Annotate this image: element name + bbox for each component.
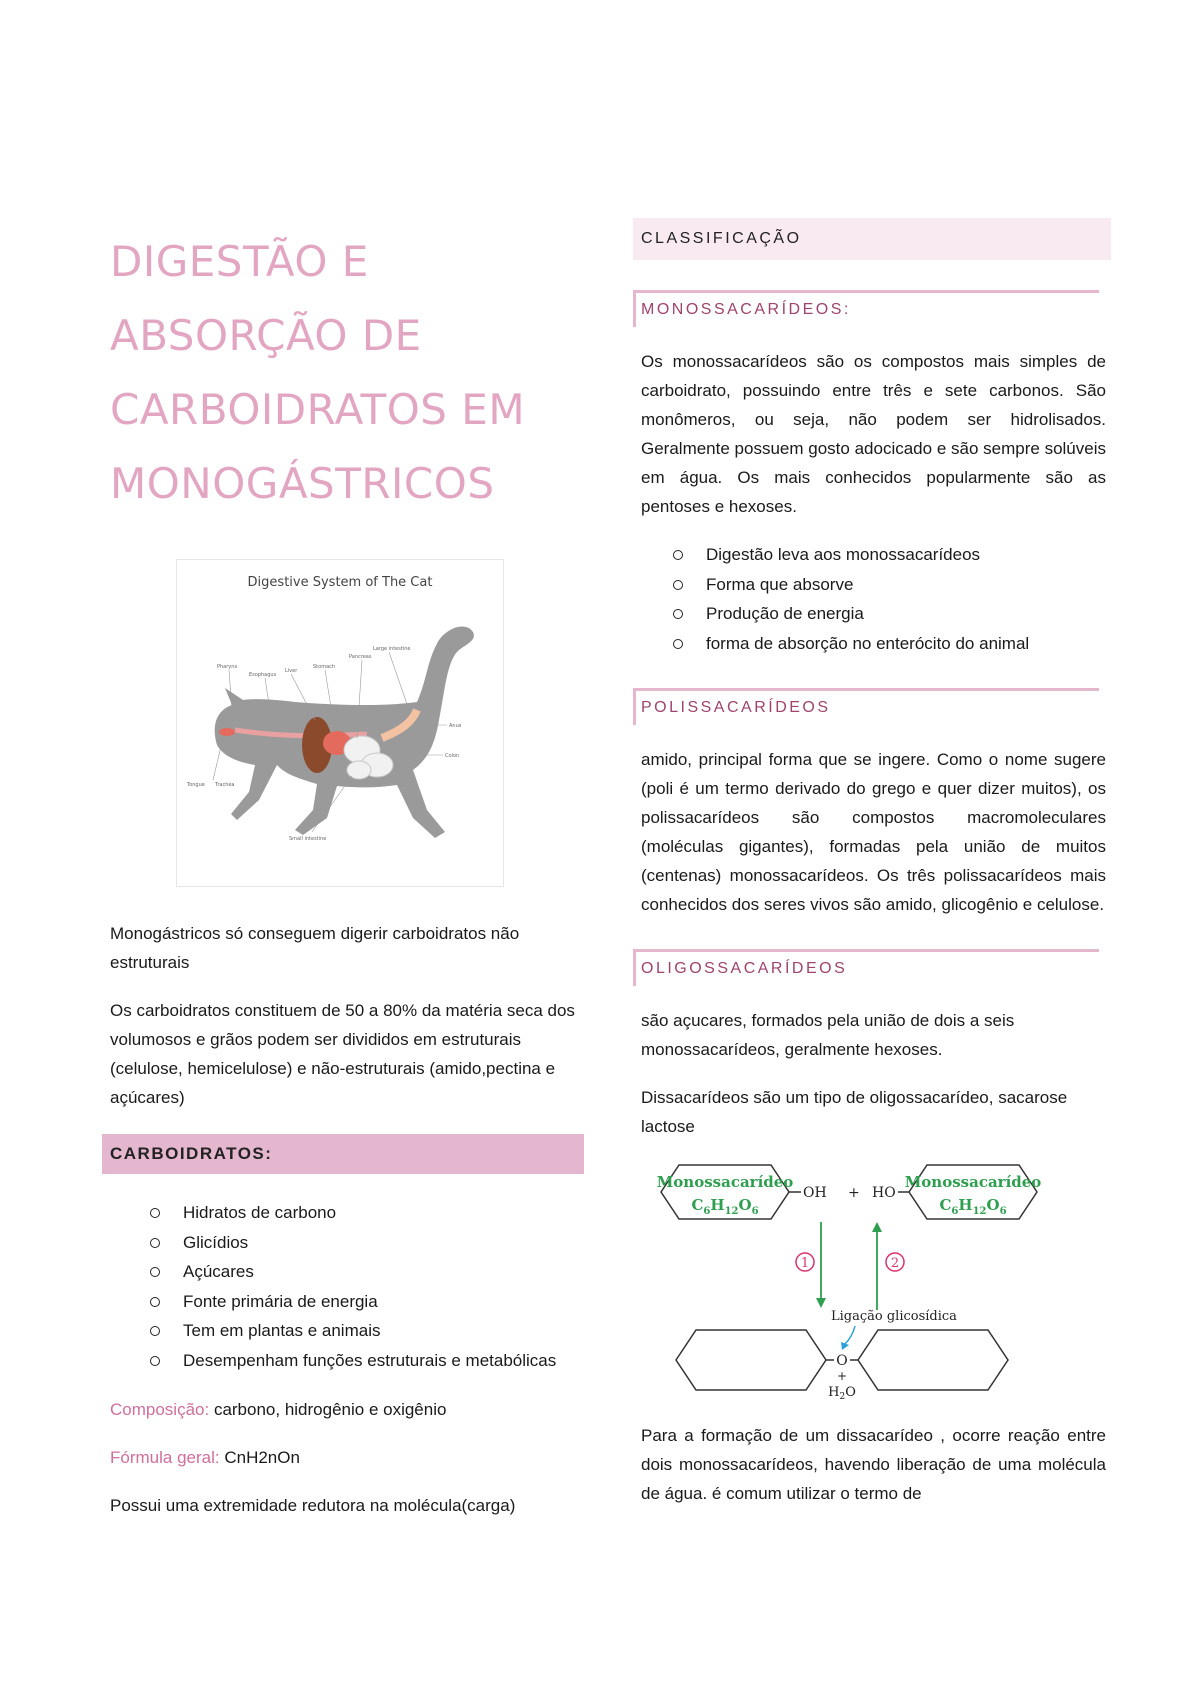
plus-sign-water: + [836, 1369, 848, 1383]
paragraph: Os carboidratos constituem de 50 a 80% da matéria seca dos volumosos e grãos podem ser divididos em estruturais (celulose, hemicelulose) e não-estruturais (amido,pectina e açúcares) [110, 1001, 575, 1107]
composicao-label: Composição: [110, 1400, 210, 1419]
paragraph: Possui uma extremidade redutora na molécula(carga) [110, 1496, 516, 1515]
list-item: Desempenham funções estruturais e metabólicas [150, 1346, 580, 1376]
paragraph: são açucares, formados pela união de dois a seis monossacarídeos, geralmente hexoses. [641, 1011, 1015, 1059]
carboidratos-list [110, 1198, 580, 1375]
paragraph: Monogástricos só conseguem digerir carboidratos não estruturais [110, 924, 520, 972]
list-item: Tem em plantas e animais [150, 1316, 580, 1346]
title-line: MONOGÁSTRICOS [110, 459, 495, 508]
list-item: Glicídios [150, 1228, 580, 1258]
document-title [110, 225, 580, 521]
section-heading-carboidratos: CARBOIDRATOS: [102, 1134, 584, 1174]
arrow-down-icon [816, 1298, 826, 1308]
list-item: forma de absorção no enterócito do animal [673, 629, 1106, 659]
composicao-line [110, 1395, 580, 1424]
monosaccharide-label-left: Monossacarídeo [656, 1173, 794, 1191]
left-column [110, 225, 580, 1539]
glycosidic-bond-diagram [641, 1160, 1106, 1405]
water-molecule: $H_2O$ [828, 1385, 856, 1400]
monosaccharide-label-right: Monossacarídeo [904, 1173, 1042, 1191]
glycosidic-bond-label: Ligação glicosídica [831, 1309, 957, 1324]
figure-label: Colon [445, 753, 460, 759]
monosaccharide-formula-right: $C_6H_{12}O_6$ [939, 1196, 1007, 1217]
title-line: CARBOIDRATOS EM [110, 385, 526, 434]
figure-label: Liver [285, 668, 298, 674]
figure-label: Stomach [313, 664, 336, 670]
step-number-1: 1 [800, 1256, 810, 1271]
subheading-oligossacarideos: OLIGOSSACARÍDEOS [633, 949, 1099, 986]
figure-label: Pancreas [349, 654, 372, 660]
section-heading-classificacao: CLASSIFICAÇÃO [633, 218, 1111, 260]
subheading-polissacarideos: POLISSACARÍDEOS [633, 688, 1099, 725]
disaccharide-hexagon-right [858, 1330, 1008, 1390]
paragraph: amido, principal forma que se ingere. Como o nome sugere (poli é um termo derivado do grego e quer dizer muitos), os polissacarídeos são compostos macromoleculares (moléculas gigantes), formadas pela união de muitos (centenas) monossacarídeos. Os três polissacarídeos mais conhecidos dos seres vivos são amido, glicogênio e celulose. [641, 750, 1106, 914]
figure-label: Small intestine [289, 836, 327, 842]
figure-label: Tongue [187, 782, 205, 788]
paragraph: Dissacarídeos são um tipo de oligossacarídeo, sacarose lactose [641, 1088, 1068, 1136]
composicao-text: carbono, hidrogênio e oxigênio [209, 1400, 447, 1419]
tongue-shape [219, 728, 235, 736]
figure-label: Pharynx [217, 664, 238, 670]
title-line: ABSORÇÃO DE [110, 311, 422, 360]
formula-text: CnH2nOn [219, 1448, 300, 1467]
figure-label: Large intestine [373, 646, 411, 652]
monossacarideos-list [641, 540, 1106, 658]
disaccharide-hexagon-left [676, 1330, 826, 1390]
list-item: Açúcares [150, 1257, 580, 1287]
figure-label: Anus [449, 723, 462, 729]
figure-label: Trachea [215, 782, 235, 788]
list-item: Forma que absorve [673, 570, 1106, 600]
arrow-up-icon [872, 1222, 882, 1232]
formula-line [110, 1443, 580, 1472]
cat-illustration [177, 560, 503, 886]
figure-caption: Digestive System of The Cat [247, 575, 433, 590]
hydroxyl-left: OH [803, 1185, 827, 1201]
hydroxyl-right: HO [872, 1185, 896, 1201]
cat-digestive-figure [176, 559, 504, 887]
plus-sign: + [848, 1185, 860, 1201]
paragraph: Os monossacarídeos são os compostos mais simples de carboidrato, possuindo entre três e sete carbonos. São monômeros, ou seja, não podem ser hidrolisados. Geralmente possuem gosto adocicado e são sempre solúveis em água. Os mais conhecidos popularmente são as pentoses e hexoses. [641, 352, 1106, 516]
list-item: Digestão leva aos monossacarídeos [673, 540, 1106, 570]
monosaccharide-formula-left: $C_6H_{12}O_6$ [691, 1196, 759, 1217]
oxygen-atom: O [836, 1353, 848, 1369]
formula-label: Fórmula geral: [110, 1448, 220, 1467]
figure-label: Esophagus [249, 672, 277, 678]
subheading-monossacarideos: MONOSSACARÍDEOS: [633, 290, 1099, 327]
list-item: Produção de energia [673, 599, 1106, 629]
list-item: Fonte primária de energia [150, 1287, 580, 1317]
paragraph: Para a formação de um dissacarídeo , ocorre reação entre dois monossacarídeos, havendo liberação de uma molécula de água. é comum utilizar o termo de [641, 1426, 1106, 1503]
list-item: Hidratos de carbono [150, 1198, 580, 1228]
right-column [641, 218, 1106, 1527]
title-line: DIGESTÃO E [110, 237, 369, 286]
step-number-2: 2 [890, 1256, 900, 1271]
